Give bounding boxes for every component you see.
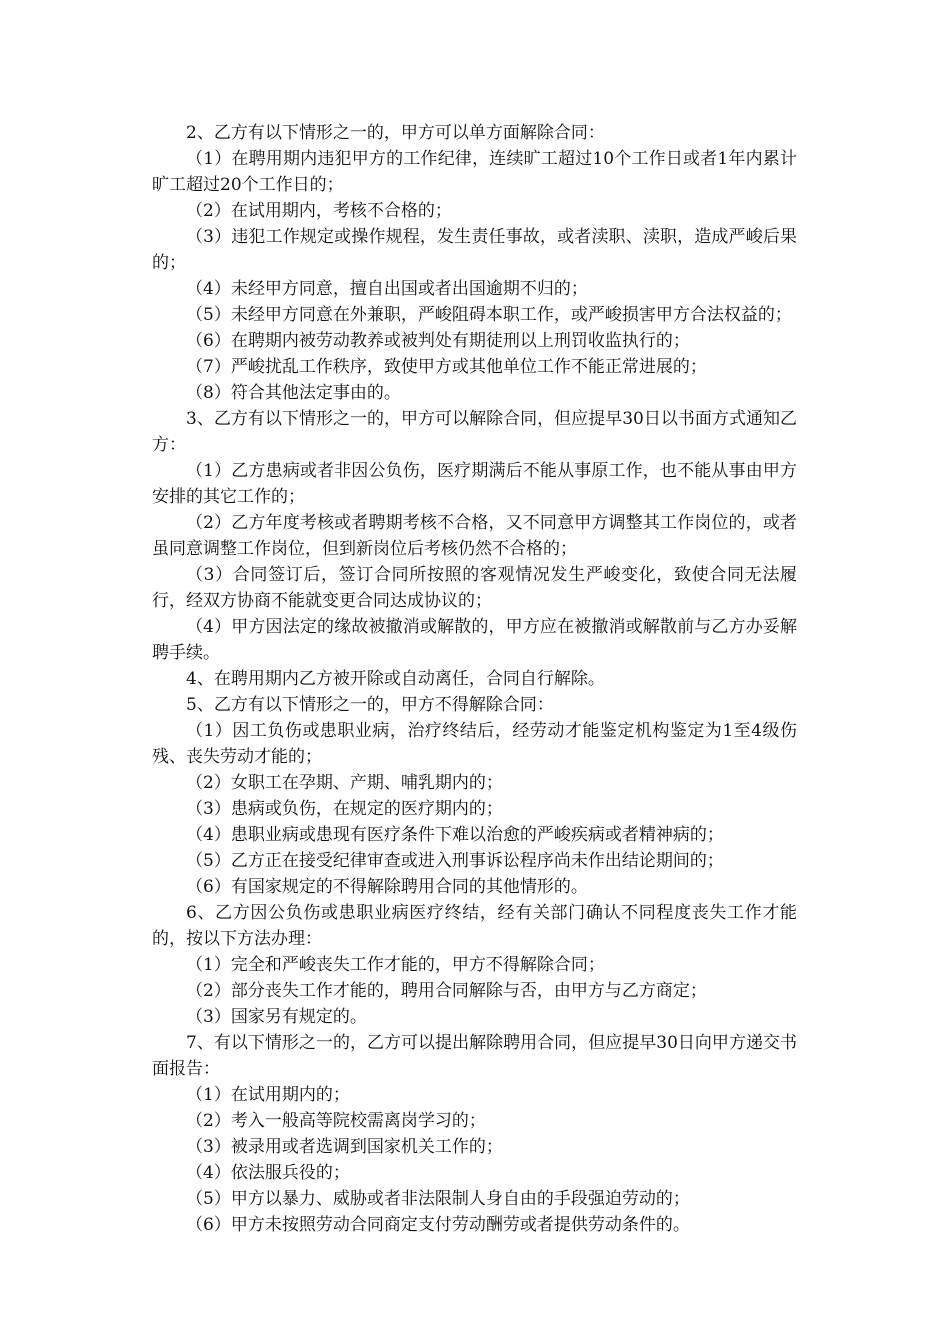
clause-2-item-7: （7）严峻扰乱工作秩序，致使甲方或其他单位工作不能正常进展的； [186,357,707,377]
clause-5-item-5: （5）乙方正在接受纪律审查或进入刑事诉讼程序尚未作出结论期间的； [186,851,724,871]
clause-5-item-4: （4）患职业病或患现有医疗条件下难以治愈的严峻疾病或者精神病的； [186,825,724,845]
clause-5-item-6: （6）有国家规定的不得解除聘用合同的其他情形的。 [186,877,588,897]
clause-5-item-2: （2）女职工在孕期、产期、哺乳期内的； [186,773,503,793]
clause-6-heading: 6、乙方因公负伤或患职业病医疗终结，经有关部门确认不同程度丧失工作才能的，按以下方法办理： [152,903,797,949]
clause-6-item-3: （3）国家另有规定的。 [186,1007,367,1027]
clause-7-heading: 7、有以下情形之一的，乙方可以提出解除聘用合同，但应提早30日向甲方递交书面报告： [152,1033,797,1079]
clause-3-item-4: （4）甲方因法定的缘故被撤消或解散的，甲方应在被撤消或解散前与乙方办妥解聘手续。 [152,617,797,663]
clause-2-item-2: （2）在试用期内，考核不合格的； [186,201,452,221]
document-body [152,120,797,1238]
clause-5-item-3: （3）患病或负伤，在规定的医疗期内的； [186,799,503,819]
clause-5-item-1: （1）因工负伤或患职业病，治疗终结后，经劳动才能鉴定机构鉴定为1至4级伤残、丧失劳动才能的； [152,721,797,767]
clause-3-heading: 3、乙方有以下情形之一的，甲方可以解除合同，但应提早30日以书面方式通知乙方： [152,409,797,455]
clause-7-item-4: （4）依法服兵役的； [186,1163,350,1183]
clause-4-heading: 4、在聘用期内乙方被开除或自动离任，合同自行解除。 [186,669,605,689]
clause-7-item-2: （2）考入一般高等院校需离岗学习的； [186,1111,486,1131]
clause-2-item-6: （6）在聘期内被劳动教养或被判处有期徒刑以上刑罚收监执行的； [186,331,690,351]
clause-5-heading: 5、乙方有以下情形之一的，甲方不得解除合同： [186,695,554,715]
clause-7-item-1: （1）在试用期内的； [186,1085,350,1105]
clause-2-item-1: （1）在聘用期内违犯甲方的工作纪律，连续旷工超过10个工作日或者1年内累计旷工超过20个工作日的； [152,149,797,195]
clause-7-item-3: （3）被录用或者选调到国家机关工作的； [186,1137,503,1157]
clause-2-item-3: （3）违犯工作规定或操作规程，发生责任事故，或者渎职、渎职，造成严峻后果的； [152,227,797,273]
clause-7-item-5: （5）甲方以暴力、威胁或者非法限制人身自由的手段强迫劳动的； [186,1189,690,1209]
clause-3-item-1: （1）乙方患病或者非因公负伤，医疗期满后不能从事原工作，也不能从事由甲方安排的其它工作的； [152,461,797,507]
clause-2-item-8: （8）符合其他法定事由的。 [186,383,401,403]
clause-6-item-1: （1）完全和严峻丧失工作才能的，甲方不得解除合同； [186,955,605,975]
clause-3-item-2: （2）乙方年度考核或者聘期考核不合格，又不同意甲方调整其工作岗位的，或者虽同意调整工作岗位，但到新岗位后考核仍然不合格的； [152,513,797,559]
clause-6-item-2: （2）部分丧失工作才能的，聘用合同解除与否，由甲方与乙方商定； [186,981,707,1001]
clause-3-item-3: （3）合同签订后，签订合同所按照的客观情况发生严峻变化，致使合同无法履行，经双方协商不能就变更合同达成协议的； [152,565,797,611]
clause-2-item-4: （4）未经甲方同意，擅自出国或者出国逾期不归的； [186,279,588,299]
clause-2-heading: 2、乙方有以下情形之一的，甲方可以单方面解除合同： [186,123,605,143]
clause-2-item-5: （5）未经甲方同意在外兼职，严峻阻碍本职工作，或严峻损害甲方合法权益的； [186,305,792,325]
clause-7-item-6: （6）甲方未按照劳动合同商定支付劳动酬劳或者提供劳动条件的。 [186,1215,690,1235]
